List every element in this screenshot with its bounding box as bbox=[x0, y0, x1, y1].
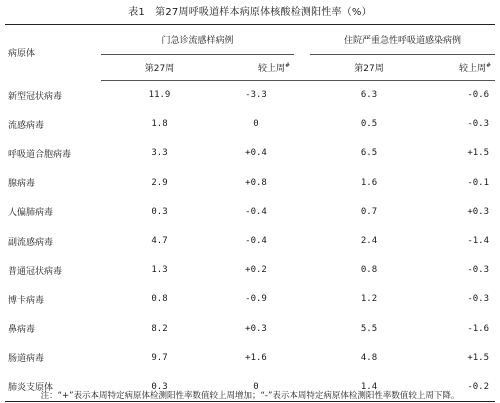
inpatient-change-header-label: 较上周 bbox=[458, 64, 486, 74]
inpatient-week-value: 6.3 bbox=[360, 90, 378, 101]
outpatient-week-header: 第27周 bbox=[101, 55, 218, 81]
inpatient-week-value: 5.5 bbox=[360, 323, 378, 334]
pathogen-name: 呼吸道合胞病毒 bbox=[8, 149, 72, 160]
outpatient-week-value: 9.7 bbox=[151, 352, 168, 363]
outpatient-week-value: 0.3 bbox=[151, 206, 168, 217]
gap-cell bbox=[294, 285, 310, 314]
outpatient-change-value: +0.8 bbox=[245, 177, 267, 188]
gap-cell bbox=[294, 343, 310, 372]
gap-cell bbox=[294, 256, 310, 285]
inpatient-week-value: 0.8 bbox=[360, 265, 378, 276]
inpatient-change-value: -0.6 bbox=[467, 90, 490, 101]
table-title: 表1 第27周呼吸道样本病原体核酸检测阳性率（%） bbox=[128, 7, 372, 18]
gap-cell bbox=[294, 81, 310, 110]
positivity-rate-table bbox=[5, 24, 495, 402]
inpatient-week-header: 第27周 bbox=[310, 55, 428, 81]
outpatient-change-value: -0.4 bbox=[245, 206, 267, 217]
outpatient-week-value: 4.7 bbox=[151, 236, 168, 247]
inpatient-change-value: -1.4 bbox=[467, 236, 490, 247]
pathogen-name: 博卡病毒 bbox=[8, 295, 45, 306]
pathogen-name: 流感病毒 bbox=[8, 120, 45, 131]
table-row bbox=[5, 110, 495, 139]
outpatient-week-value: 0.3 bbox=[101, 372, 218, 401]
gap-cell bbox=[294, 168, 310, 197]
outpatient-change-value: +0.2 bbox=[245, 265, 267, 276]
gap-cell bbox=[294, 314, 310, 343]
outpatient-week-value: 1.8 bbox=[151, 119, 168, 130]
gap-cell bbox=[294, 139, 310, 168]
pathogen-name: 人偏肺病毒 bbox=[8, 208, 54, 219]
inpatient-week-value: 1.4 bbox=[310, 372, 428, 401]
inpatient-change-value: +0.3 bbox=[467, 206, 490, 217]
outpatient-week-value: 0.8 bbox=[151, 294, 168, 305]
inpatient-week-value: 2.4 bbox=[360, 236, 378, 247]
inpatient-week-value: 6.5 bbox=[360, 148, 378, 159]
outpatient-change-value: +0.4 bbox=[245, 148, 267, 159]
outpatient-change-value: -0.4 bbox=[245, 236, 267, 247]
pathogen-name: 肺炎支原体 bbox=[5, 372, 101, 401]
table-row bbox=[5, 81, 495, 110]
outpatient-change-value: 0 bbox=[253, 119, 259, 130]
inpatient-change-mark: # bbox=[486, 62, 492, 69]
inpatient-change-value: -0.3 bbox=[467, 265, 490, 276]
inpatient-week-value: 0.7 bbox=[360, 206, 378, 217]
outpatient-week-value: 11.9 bbox=[148, 90, 171, 101]
outpatient-change-value: -3.3 bbox=[245, 90, 267, 101]
inpatient-week-value: 0.5 bbox=[360, 119, 378, 130]
outpatient-week-value: 8.2 bbox=[151, 323, 168, 334]
inpatient-week-value: 1.6 bbox=[360, 177, 378, 188]
outpatient-change-mark: # bbox=[284, 62, 291, 69]
outpatient-group-header: 门急诊流感样病例 bbox=[101, 25, 294, 55]
outpatient-change-header bbox=[218, 55, 294, 81]
outpatient-week-value: 3.3 bbox=[151, 148, 168, 159]
table-row bbox=[5, 343, 495, 372]
outpatient-change-value: +0.3 bbox=[245, 323, 267, 334]
table-row bbox=[5, 256, 495, 285]
inpatient-group-header: 住院严重急性呼吸道感染病例 bbox=[310, 25, 495, 55]
pathogen-name: 普通冠状病毒 bbox=[8, 266, 63, 277]
inpatient-change-value: -0.1 bbox=[467, 177, 490, 188]
table-row bbox=[5, 168, 495, 197]
inpatient-change-value: +1.5 bbox=[467, 148, 490, 159]
pathogen-name: 鼻病毒 bbox=[8, 325, 36, 336]
pathogen-name: 肠道病毒 bbox=[8, 354, 45, 365]
outpatient-change-value: 0 bbox=[218, 372, 294, 401]
table-row bbox=[5, 226, 495, 255]
gap-cell bbox=[294, 197, 310, 226]
inpatient-change-value: +1.5 bbox=[467, 352, 490, 363]
inpatient-change-value: -0.2 bbox=[428, 372, 495, 401]
outpatient-change-value: -0.9 bbox=[245, 294, 267, 305]
table-body bbox=[5, 81, 495, 402]
gap-cell bbox=[294, 110, 310, 139]
inpatient-change-value: -0.3 bbox=[467, 294, 490, 305]
outpatient-change-header-label: 较上周 bbox=[257, 64, 285, 74]
pathogen-name: 新型冠状病毒 bbox=[8, 91, 63, 102]
table-footnote: 注：“+”表示本周特定病原体检测阳性率数值较上周增加；“-”表示本周特定病原体检测阳性率数值较上周下降。 bbox=[40, 391, 460, 401]
table-row bbox=[5, 139, 495, 168]
table-row bbox=[5, 285, 495, 314]
header-row-groups bbox=[5, 25, 495, 55]
outpatient-change-value: +1.6 bbox=[245, 352, 267, 363]
pathogen-name: 腺病毒 bbox=[8, 179, 36, 190]
table-row bbox=[5, 197, 495, 226]
pathogen-name: 副流感病毒 bbox=[8, 237, 54, 248]
inpatient-week-value: 1.2 bbox=[360, 294, 378, 305]
pathogen-column-header: 病原体 bbox=[5, 25, 101, 81]
inpatient-change-header bbox=[428, 55, 495, 81]
table-row bbox=[5, 314, 495, 343]
gap-cell bbox=[294, 226, 310, 255]
inpatient-week-value: 4.8 bbox=[360, 352, 378, 363]
inpatient-change-value: -0.3 bbox=[467, 119, 490, 130]
header-gap-rule bbox=[294, 55, 310, 81]
inpatient-change-value: -1.6 bbox=[467, 323, 490, 334]
header-gap bbox=[294, 25, 310, 55]
outpatient-week-value: 1.3 bbox=[151, 265, 168, 276]
outpatient-week-value: 2.9 bbox=[151, 177, 168, 188]
